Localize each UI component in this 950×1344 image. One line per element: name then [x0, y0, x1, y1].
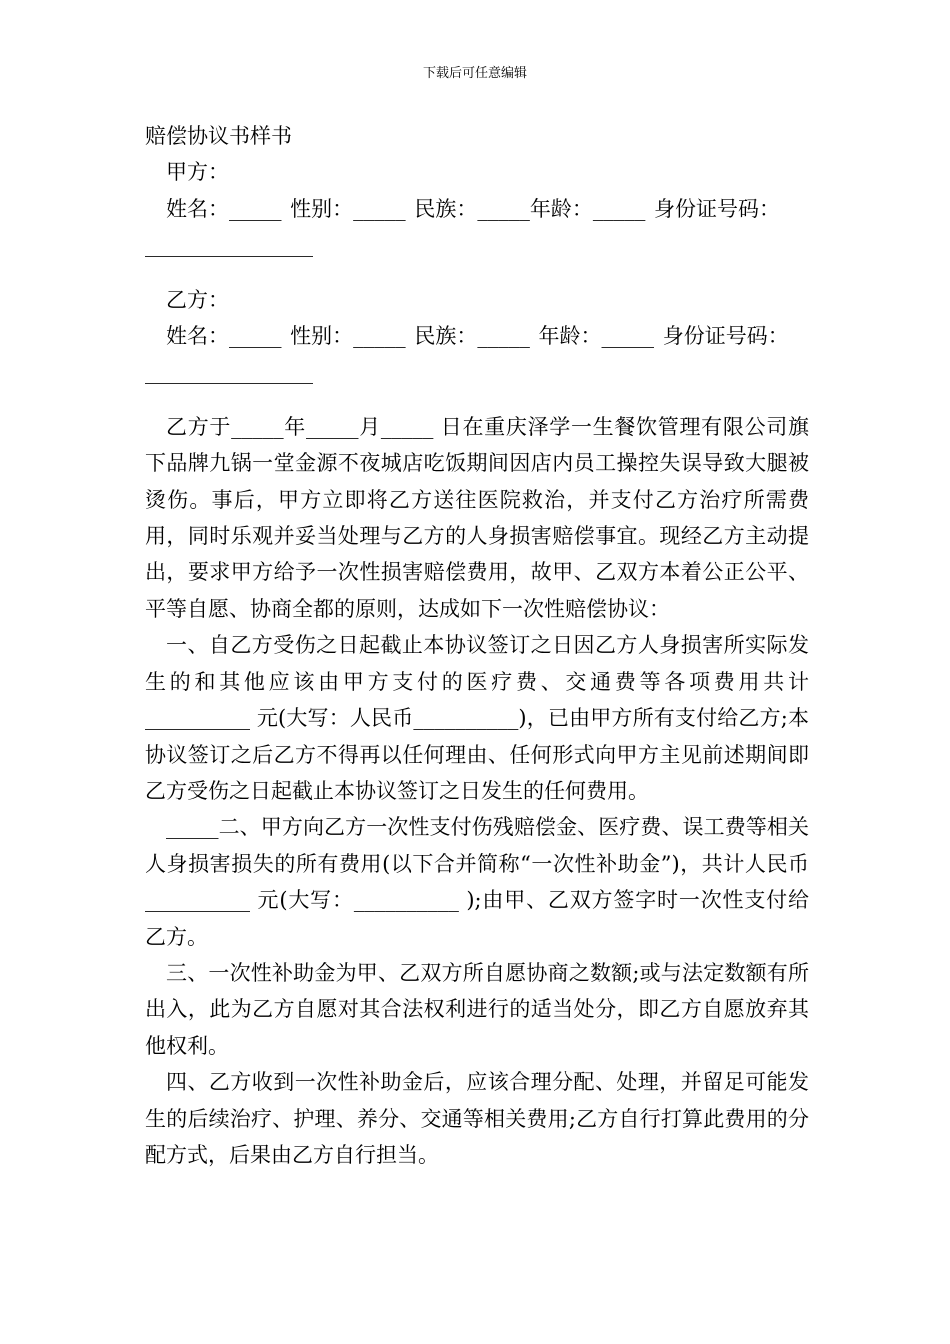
party-a-fields: 姓名：_____ 性别：_____ 民族：_____年龄：_____ 身份证号码： — [166, 196, 781, 221]
spacer — [145, 264, 809, 282]
party-b-fields: 姓名：_____ 性别：_____ 民族：_____ 年龄：_____ 身份证号码： — [166, 324, 789, 349]
document-body — [145, 118, 809, 1173]
paragraph-clause-4: 四、乙方收到一次性补助金后，应该合理分配、处理，并留足可能发生的后续治疗、护理、养分、交通等相关费用;乙方自行打算此费用的分配方式，后果由乙方自行担当。 — [145, 1070, 809, 1167]
paragraph-preamble: 乙方于_____年_____月_____ 日在重庆泽学一生餐饮管理有限公司旗下品牌九锅一堂金源不夜城店吃饭期间因店内员工操控失误导致大腿被烫伤。事后，甲方立即将乙方送往医院救治，并支付乙方治疗所需费用，同时乐观并妥当处理与乙方的人身损害赔偿事宜。现经乙方主动提出，要求甲方给予一次性损害赔偿费用，故甲、乙双方本着公正公平、平等自愿、协商全都的原则，达成如下一次性赔偿协议： — [145, 414, 809, 621]
party-b-label: 乙方： — [166, 287, 229, 312]
party-b-id-blank: ________________ — [145, 360, 313, 385]
paragraph-clause-2: _____二、甲方向乙方一次性支付伤残赔偿金、医疗费、误工费等相关人身损害损失的所有费用(以下合并简称“一次性补助金”)，共计人民币__________ 元(大写：__________ );由甲、乙双方签字时一次性支付给乙方。 — [145, 815, 809, 949]
paragraph-clause-1: 一、自乙方受伤之日起截止本协议签订之日因乙方人身损害所实际发生的和其他应该由甲方支付的医疗费、交通费等各项费用共计__________ 元(大写：人民币__________)，已由甲方所有支付给乙方;本协议签订之后乙方不得再以任何理由、任何形式向甲方主见前述期间即乙方受伤之日起截止本协议签订之日发生的任何费用。 — [145, 633, 809, 803]
document-title: 赔偿协议书样书 — [145, 124, 292, 148]
spacer — [145, 391, 809, 409]
paragraph-clause-3: 三、一次性补助金为甲、乙双方所自愿协商之数额;或与法定数额有所出入，此为乙方自愿对其合法权利进行的适当处分，即乙方自愿放弃其他权利。 — [145, 960, 809, 1058]
party-a-label: 甲方： — [166, 160, 229, 185]
party-a-id-blank: ________________ — [145, 233, 313, 258]
page-header-note: 下载后可任意编辑 — [422, 66, 527, 81]
